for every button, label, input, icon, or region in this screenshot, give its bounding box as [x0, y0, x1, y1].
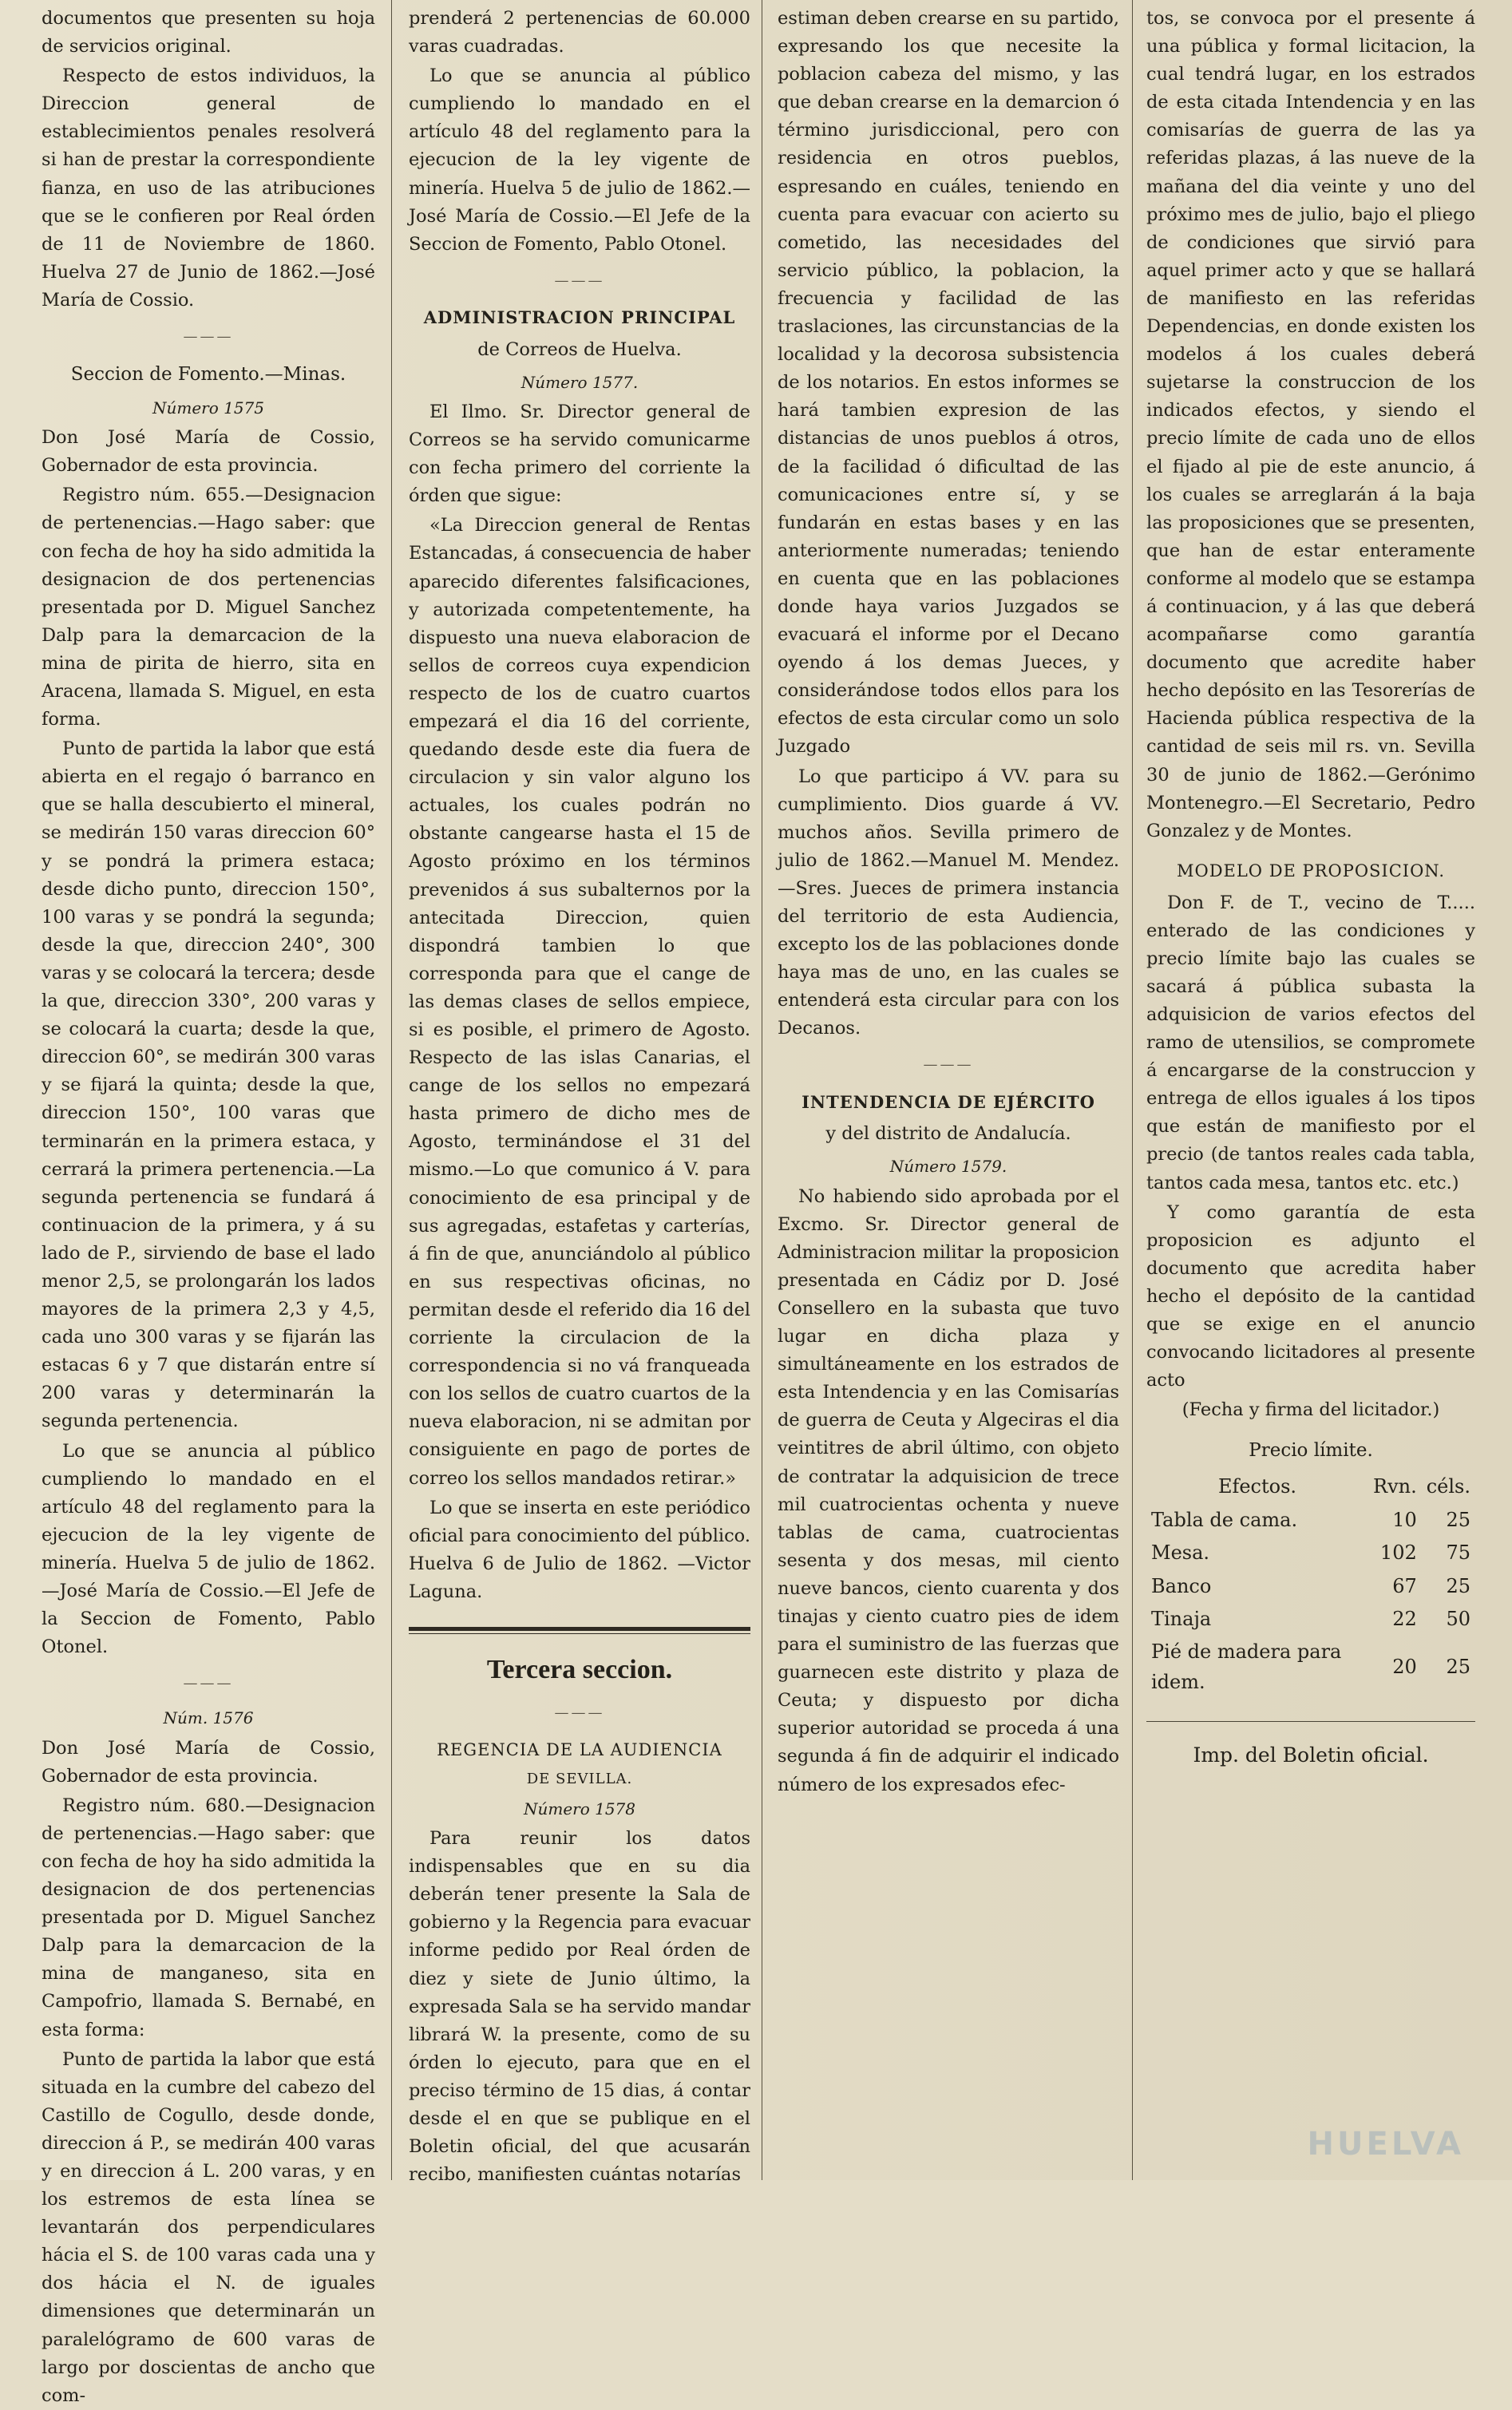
column-2	[404, 5, 755, 2186]
table-row	[1146, 1636, 1475, 1699]
item-name: Tinaja	[1151, 1607, 1212, 1630]
item-reales: 67	[1392, 1574, 1417, 1597]
office-subheading: de Correos de Huelva.	[477, 338, 682, 360]
paragraph: Lo que se anuncia al público cumpliendo lo mandado en el artículo 48 del reglamento para la ejecucion de la ley vigente de minería. Huelva 5 de julio de 1862.—José María de Cossio.—El Jefe de la Seccion de Fomento, Pablo Otonel.	[42, 1440, 375, 1658]
regencia-subheading: DE SEVILLA.	[526, 1770, 633, 1787]
column-1	[37, 5, 380, 2406]
signature-line: (Fecha y firma del licitador.)	[1181, 1399, 1440, 1421]
intendencia-heading: INTENDENCIA DE EJÉRCITO	[802, 1091, 1095, 1112]
notice-number: Número 1577.	[520, 372, 639, 392]
table-header-row	[1146, 1470, 1475, 1503]
paragraph: Registro núm. 680.—Designacion de pertenencias.—Hago saber: que con fecha de hoy ha sido admitida la designacion de dos pertenencias presentada por D. Miguel Sanchez Dalp para la demarcacion de la mina de manganeso, sita en Campofrio, llamada S. Bernabé, en esta forma:	[42, 1795, 375, 2040]
item-name: Mesa.	[1151, 1541, 1210, 1565]
item-centimos: 75	[1446, 1541, 1470, 1565]
item-reales: 20	[1392, 1656, 1417, 1679]
separator: ———	[923, 1056, 974, 1074]
column-rule	[1132, 0, 1133, 2180]
notice-number: Número 1575	[152, 398, 265, 417]
price-heading: Precio límite.	[1249, 1440, 1373, 1462]
item-reales: 102	[1379, 1541, 1417, 1565]
table-row	[1146, 1570, 1475, 1603]
office-heading: ADMINISTRACION PRINCIPAL	[423, 307, 736, 327]
separator: ———	[183, 1675, 234, 1692]
paragraph: Don José María de Cossio, Gobernador de esta provincia.	[42, 1737, 375, 1787]
double-rule	[409, 1627, 750, 1634]
column-4	[1142, 5, 1480, 2172]
notice-number: Número 1579.	[889, 1157, 1007, 1177]
item-reales: 22	[1392, 1607, 1417, 1630]
table-row	[1146, 1504, 1475, 1537]
printer-imprint: Imp. del Boletin oficial.	[1193, 1743, 1429, 1767]
column-header: céls.	[1426, 1475, 1470, 1498]
notice-number: Núm. 1576	[163, 1708, 254, 1728]
model-heading: MODELO DE PROPOSICION.	[1176, 861, 1446, 881]
paragraph: tos, se convoca por el presente á una pública y formal licitacion, la cual tendrá lugar, en los estrados de esta citada Intendencia y en las comisarías de guerra de las ya referidas plazas, á las nueve de la mañana del dia veinte y uno del próximo mes de julio, bajo el pliego de condiciones que sirvió para aquel primer acto y que se hallará de manifiesto en las referidas Dependencias, en donde existen los modelos á los cuales deberá sujetarse la construccion de los indicados efectos, y siendo el precio límite de cada uno de ellos el fijado al pie de este anuncio, á los cuales se arreglarán á la baja las proposiciones que se presenten, que han de estar enteramente conforme al modelo que se estampa á continuacion, y á las que deberá acompañarse como garantía documento que acredite haber hecho depósito en las Tesorerías de Hacienda pública respectiva de la cantidad de seis mil rs. vn. Sevilla 30 de junio de 1862.—Gerónimo Montenegro.—El Secretario, Pedro Gonzalez y de Montes.	[1146, 8, 1475, 841]
paragraph: Para reunir los datos indispensables que en su dia deberán tener presente la Sala de gobierno y la Regencia para evacuar informe pedido por Real órden de diez y siete de Junio último, la expresada Sala se ha servido mandar librará W. la presente, como de su órden lo ejecuto, para que en el preciso término de 15 dias, á contar desde el en que se publique en el Boletin oficial, del que acusarán recibo, manifiesten cuántas notarías	[409, 1828, 750, 2186]
separator: ———	[183, 328, 234, 346]
paragraph: Punto de partida la labor que está abierta en el regajo ó barranco en que se halla descubierto el mineral, se medirán 150 varas direccion 60° y se pondrá la primera estaca; desde dicho punto, direccion 150°, 100 varas y se pondrá la segunda; desde la que, direccion 240°, 300 varas y se colocará la tercera; desde la que, direccion 330°, 200 varas y se colocará la cuarta; desde la que, direccion 60°, se medirán 300 varas y se fijará la quinta; desde la que, direccion 150°, 100 varas que terminarán en la primera estaca, y cerrará la primera pertenencia.—La segunda pertenencia se fundará á continuacion de la primera, y á su lado de P., sirviendo de base el lado menor 2,5, se prolongarán los lados mayores de la primera 2,3 y 4,5, cada uno 300 varas y se fijarán las estacas 6 y 7 que distarán entre sí 200 varas y determinarán la segunda pertenencia.	[42, 738, 375, 1432]
table-row	[1146, 1603, 1475, 1636]
paragraph: Y como garantía de esta proposicion es adjunto el documento que acredita haber hecho el depósito de la cantidad que se exige en el anuncio convocando licitadores al presente acto	[1146, 1201, 1475, 1391]
divider	[1146, 1721, 1475, 1722]
item-centimos: 25	[1446, 1508, 1470, 1531]
paragraph: Respecto de estos individuos, la Direccion general de establecimientos penales resolverá si han de prestar la correspondiente fianza, en uso de las atribuciones que se le confieren por Real órden de 11 de Noviembre de 1860. Huelva 27 de Junio de 1862.—José María de Cossio.	[42, 65, 375, 311]
item-centimos: 25	[1446, 1656, 1470, 1679]
regencia-heading: REGENCIA DE LA AUDIENCIA	[437, 1740, 722, 1760]
column-rule	[391, 0, 392, 2180]
intendencia-subheading: y del distrito de Andalucía.	[825, 1123, 1071, 1145]
paragraph: El Ilmo. Sr. Director general de Correos se ha servido comunicarme con fecha primero del corriente la órden que sigue:	[409, 401, 750, 507]
paragraph: Don F. de T., vecino de T..... enterado de las condiciones y precio límite bajo las cuales se sacará á pública subasta la adquisicion de varios efectos del ramo de utensilios, se compromete á encargarse de la construccion y entrega de ellos iguales á los tipos que están de manifiesto por el precio (de tantos reales cada tabla, tantos cada mesa, tantos etc. etc.)	[1146, 892, 1475, 1193]
paragraph: prenderá 2 pertenencias de 60.000 varas cuadradas.	[409, 8, 750, 57]
section-heading: Seccion de Fomento.—Minas.	[70, 364, 346, 386]
item-reales: 10	[1392, 1508, 1417, 1531]
price-table	[1146, 1470, 1475, 1699]
paragraph: documentos que presenten su hoja de servicios original.	[42, 8, 375, 57]
paragraph: Lo que se anuncia al público cumpliendo lo mandado en el artículo 48 del reglamento para la ejecucion de la ley vigente de minería. Huelva 5 de julio de 1862.—José María de Cossio.—El Jefe de la Seccion de Fomento, Pablo Otonel.	[409, 65, 750, 255]
table-row	[1146, 1537, 1475, 1569]
notice-number: Número 1578	[523, 1799, 636, 1818]
paragraph: «La Direccion general de Rentas Estancadas, á consecuencia de haber aparecido diferentes falsificaciones, y autorizada competentemente, ha dispuesto una nueva elaboracion de sellos de correos cuya expendicion respecto de los de cuatro cuartos empezará el dia 16 del corriente, quedando desde este dia fuera de circulacion y sin valor alguno los actuales, los cuales podrán no obstante cangearse hasta el 15 de Agosto próximo en los términos prevenidos á sus subalternos por la antecitada Direccion, quien dispondrá tambien lo que corresponda para que el cange de las demas clases de sellos empiece, si es posible, el primero de Agosto. Respecto de las islas Canarias, el cange de los sellos no empezará hasta primero de dicho mes de Agosto, terminándose el 31 del mismo.—Lo que comunico á V. para conocimiento de esa principal y de sus agregadas, estafetas y carterías, á fin de que, anunciándolo al público en sus respectivas oficinas, no permitan desde el referido dia 16 del corriente la circulacion de la correspondencia si no vá franqueada con los sellos de cuatro cuartos de la nueva elaboracion, ni se admitan por consiguiente en pago de portes de correo los sellos mandados retirar.»	[409, 515, 750, 1489]
paragraph: Lo que se inserta en este periódico oficial para conocimiento del público. Huelva 6 de Julio de 1862. —Victor Laguna.	[409, 1497, 750, 1602]
item-centimos: 50	[1446, 1607, 1470, 1630]
paragraph: No habiendo sido aprobada por el Excmo. Sr. Director general de Administracion militar la proposicion presentada en Cádiz por D. José Consellero en la subasta que tuvo lugar en dicha plaza y simultáneamente en los estrados de esta Intendencia y en las Comisarías de guerra de Ceuta y Algeciras el dia veintitres de abril último, con objeto de contratar la adquisicion de trece mil cuatrocientas ochenta y nueve tablas de cama, cuatrocientas sesenta y dos mesas, mil ciento nueve bancos, ciento cuarenta y dos tinajas y ciento cuatro pies de idem para el suministro de las fuerzas que guarnecen este distrito y plaza de Ceuta; y dispuesto por dicha superior autoridad se proceda á una segunda á fin de adquirir el indicado número de los expresados efec-	[778, 1185, 1119, 1795]
item-name: Tabla de cama.	[1151, 1508, 1298, 1531]
item-name: Banco	[1151, 1574, 1212, 1597]
paragraph: Lo que participo á VV. para su cumplimiento. Dios guarde á VV. muchos años. Sevilla primero de julio de 1862.—Manuel M. Mendez.—Sres. Jueces de primera instancia del territorio de esta Audiencia, excepto los de las poblaciones donde haya mas de uno, en las cuales se entenderá esta circular para con los Decanos.	[778, 766, 1119, 1039]
paragraph: Registro núm. 655.—Designacion de pertenencias.—Hago saber: que con fecha de hoy ha sido admitida la designacion de dos pertenencias presentada por D. Miguel Sanchez Dalp para la demarcacion de la mina de pirita de hierro, sita en Aracena, llamada S. Miguel, en esta forma.	[42, 485, 375, 730]
column-header: Efectos.	[1217, 1475, 1297, 1498]
item-centimos: 25	[1446, 1574, 1470, 1597]
watermark-logo: HUELVA	[1307, 2126, 1464, 2163]
paragraph: estiman deben crearse en su partido, expresando los que necesite la poblacion cabeza del mismo, y las que deban crearse en la demarcion ó término jurisdiccional, pero con residencia en otros pueblos, espresando en cuáles, teniendo en cuenta para evacuar con acierto su cometido, las necesidades del servicio público, la poblacion, la frecuencia y facilidad de las traslaciones, las circunstancias de la localidad y la decorosa subsistencia de los notarios. En estos informes se hará tambien expresion de las distancias de unos pueblos á otros, de la facilidad ó dificultad de las comunicaciones entre sí, y se fundarán en estas bases y en las anteriormente numeradas; teniendo en cuenta que en las poblaciones donde haya varios Juzgados se evacuará el informe por el Decano oyendo á los demas Jueces, y considerándose todos ellos para los efectos de esta circular como un solo Juzgado	[778, 8, 1119, 758]
column-header: Rvn.	[1373, 1475, 1417, 1498]
separator: ———	[554, 271, 605, 289]
separator: ———	[554, 1704, 605, 1722]
item-name: Pié de madera para idem.	[1151, 1640, 1342, 1693]
column-3	[773, 5, 1124, 2172]
paragraph: Punto de partida la labor que está situada en la cumbre del cabezo del Castillo de Cogullo, desde donde, direccion á P., se medirán 400 varas y en direccion á L. 200 varas, y en los estremos de esta línea se levantarán dos perpendiculares hácia el S. de 100 varas cada una y dos hácia el N. de iguales dimensiones que determinarán un paralelógramo de 600 varas de largo por doscientas de ancho que com-	[42, 2048, 375, 2406]
paragraph: Don José María de Cossio, Gobernador de esta provincia.	[42, 427, 375, 477]
section-title: Tercera seccion.	[486, 1654, 673, 1684]
